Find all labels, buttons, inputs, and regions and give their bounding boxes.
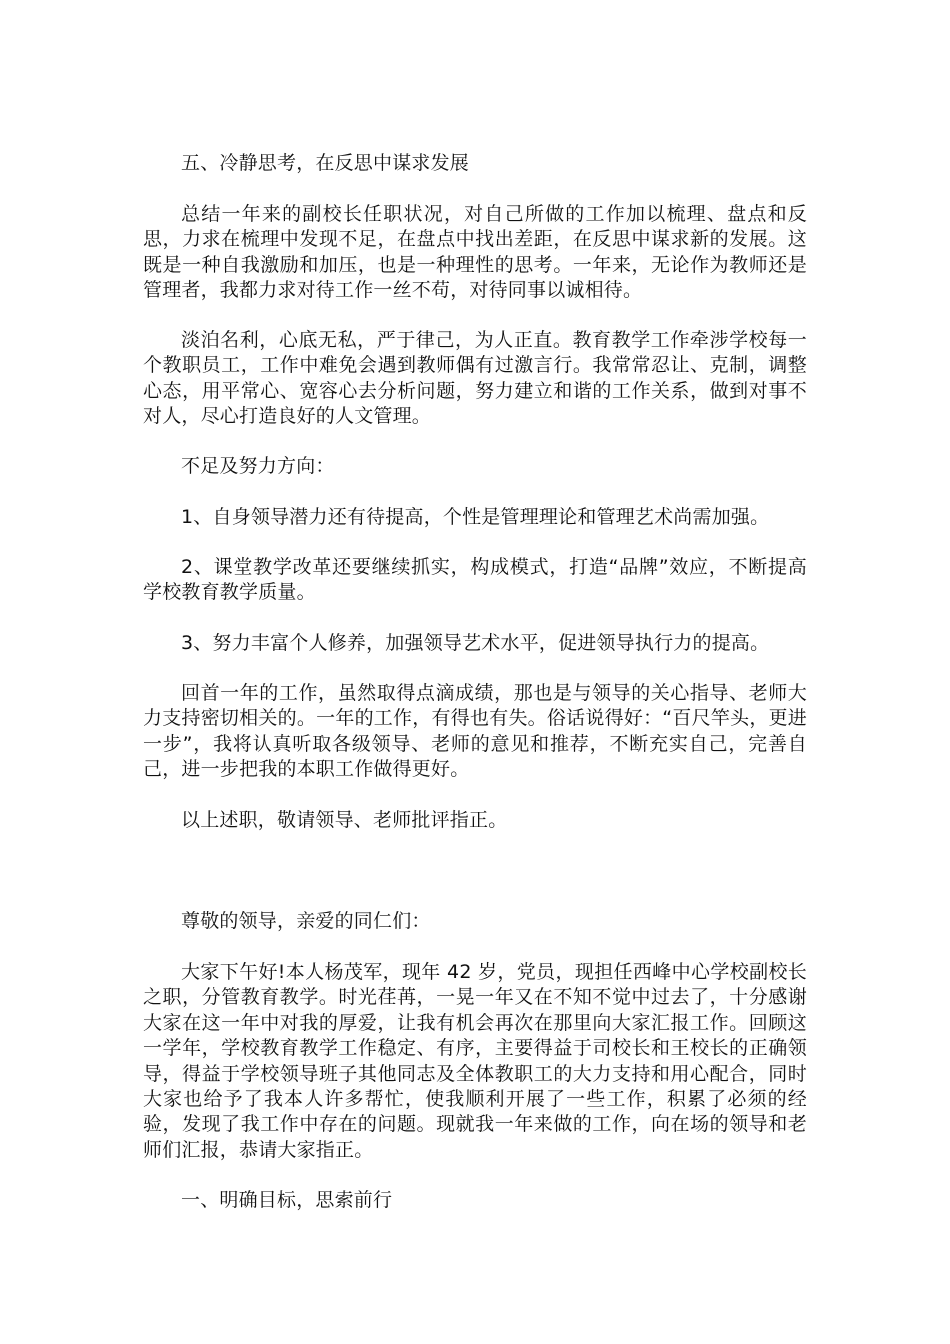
- paragraph-closing: 以上述职，敬请领导、老师批评指正。: [181, 809, 508, 831]
- paragraph-review: 回首一年的工作，虽然取得点滴成绩，那也是与领导的关心指导、老师大力支持密切相关的。一年的工作，有得也有失。俗话说得好：“百尺竿头，更进一步”，我将认真听取各级领导、老师的意见和推荐，不断充实自己，完善自己，进一步把我的本职工作做得更好。: [143, 682, 807, 781]
- section-heading-1: 一、明确目标，思索前行: [181, 1189, 393, 1211]
- paragraph-integrity: 淡泊名利，心底无私，严于律己，为人正直。教育教学工作牵涉学校每一个教职员工，工作中难免会遇到教师偶有过激言行。我常常忍让、克制，调整心态，用平常心、宽容心去分析问题，努力建立和谐的工作关系，做到对事不对人，尽心打造良好的人文管理。: [143, 329, 807, 428]
- greeting: 尊敬的领导，亲爱的同仁们：: [181, 910, 431, 932]
- list-item-2: 2、课堂教学改革还要继续抓实，构成模式，打造“品牌”效应，不断提高学校教育教学质量。: [143, 556, 807, 604]
- paragraph-reflection: 总结一年来的副校长任职状况，对自己所做的工作加以梳理、盘点和反思，力求在梳理中发现不足，在盘点中找出差距，在反思中谋求新的发展。这既是一种自我激励和加压，也是一种理性的思考。一年来，无论作为教师还是管理者，我都力求对待工作一丝不苟，对待同事以诚相待。: [143, 203, 807, 302]
- paragraph-introduction: 大家下午好!本人杨茂军，现年 42 岁，党员，现担任西峰中心学校副校长之职，分管教育教学。时光荏苒，一晃一年又在不知不觉中过去了，十分感谢大家在这一年中对我的厚爱，让我有机会再次在那里向大家汇报工作。回顾这一学年，学校教育教学工作稳定、有序，主要得益于司校长和王校长的正确领导，得益于学校领导班子其他同志及全体教职工的大力支持和用心配合，同时大家也给予了我本人许多帮忙，使我顺利开展了一些工作，积累了必须的经验，发现了我工作中存在的问题。现就我一年来做的工作，向在场的领导和老师们汇报，恭请大家指正。: [143, 961, 807, 1161]
- section-heading-5: 五、冷静思考，在反思中谋求发展: [181, 152, 470, 174]
- subheading-shortcomings: 不足及努力方向：: [181, 455, 335, 477]
- list-item-1: 1、自身领导潜力还有待提高，个性是管理理论和管理艺术尚需加强。: [181, 506, 770, 528]
- list-item-3: 3、努力丰富个人修养，加强领导艺术水平，促进领导执行力的提高。: [181, 632, 770, 654]
